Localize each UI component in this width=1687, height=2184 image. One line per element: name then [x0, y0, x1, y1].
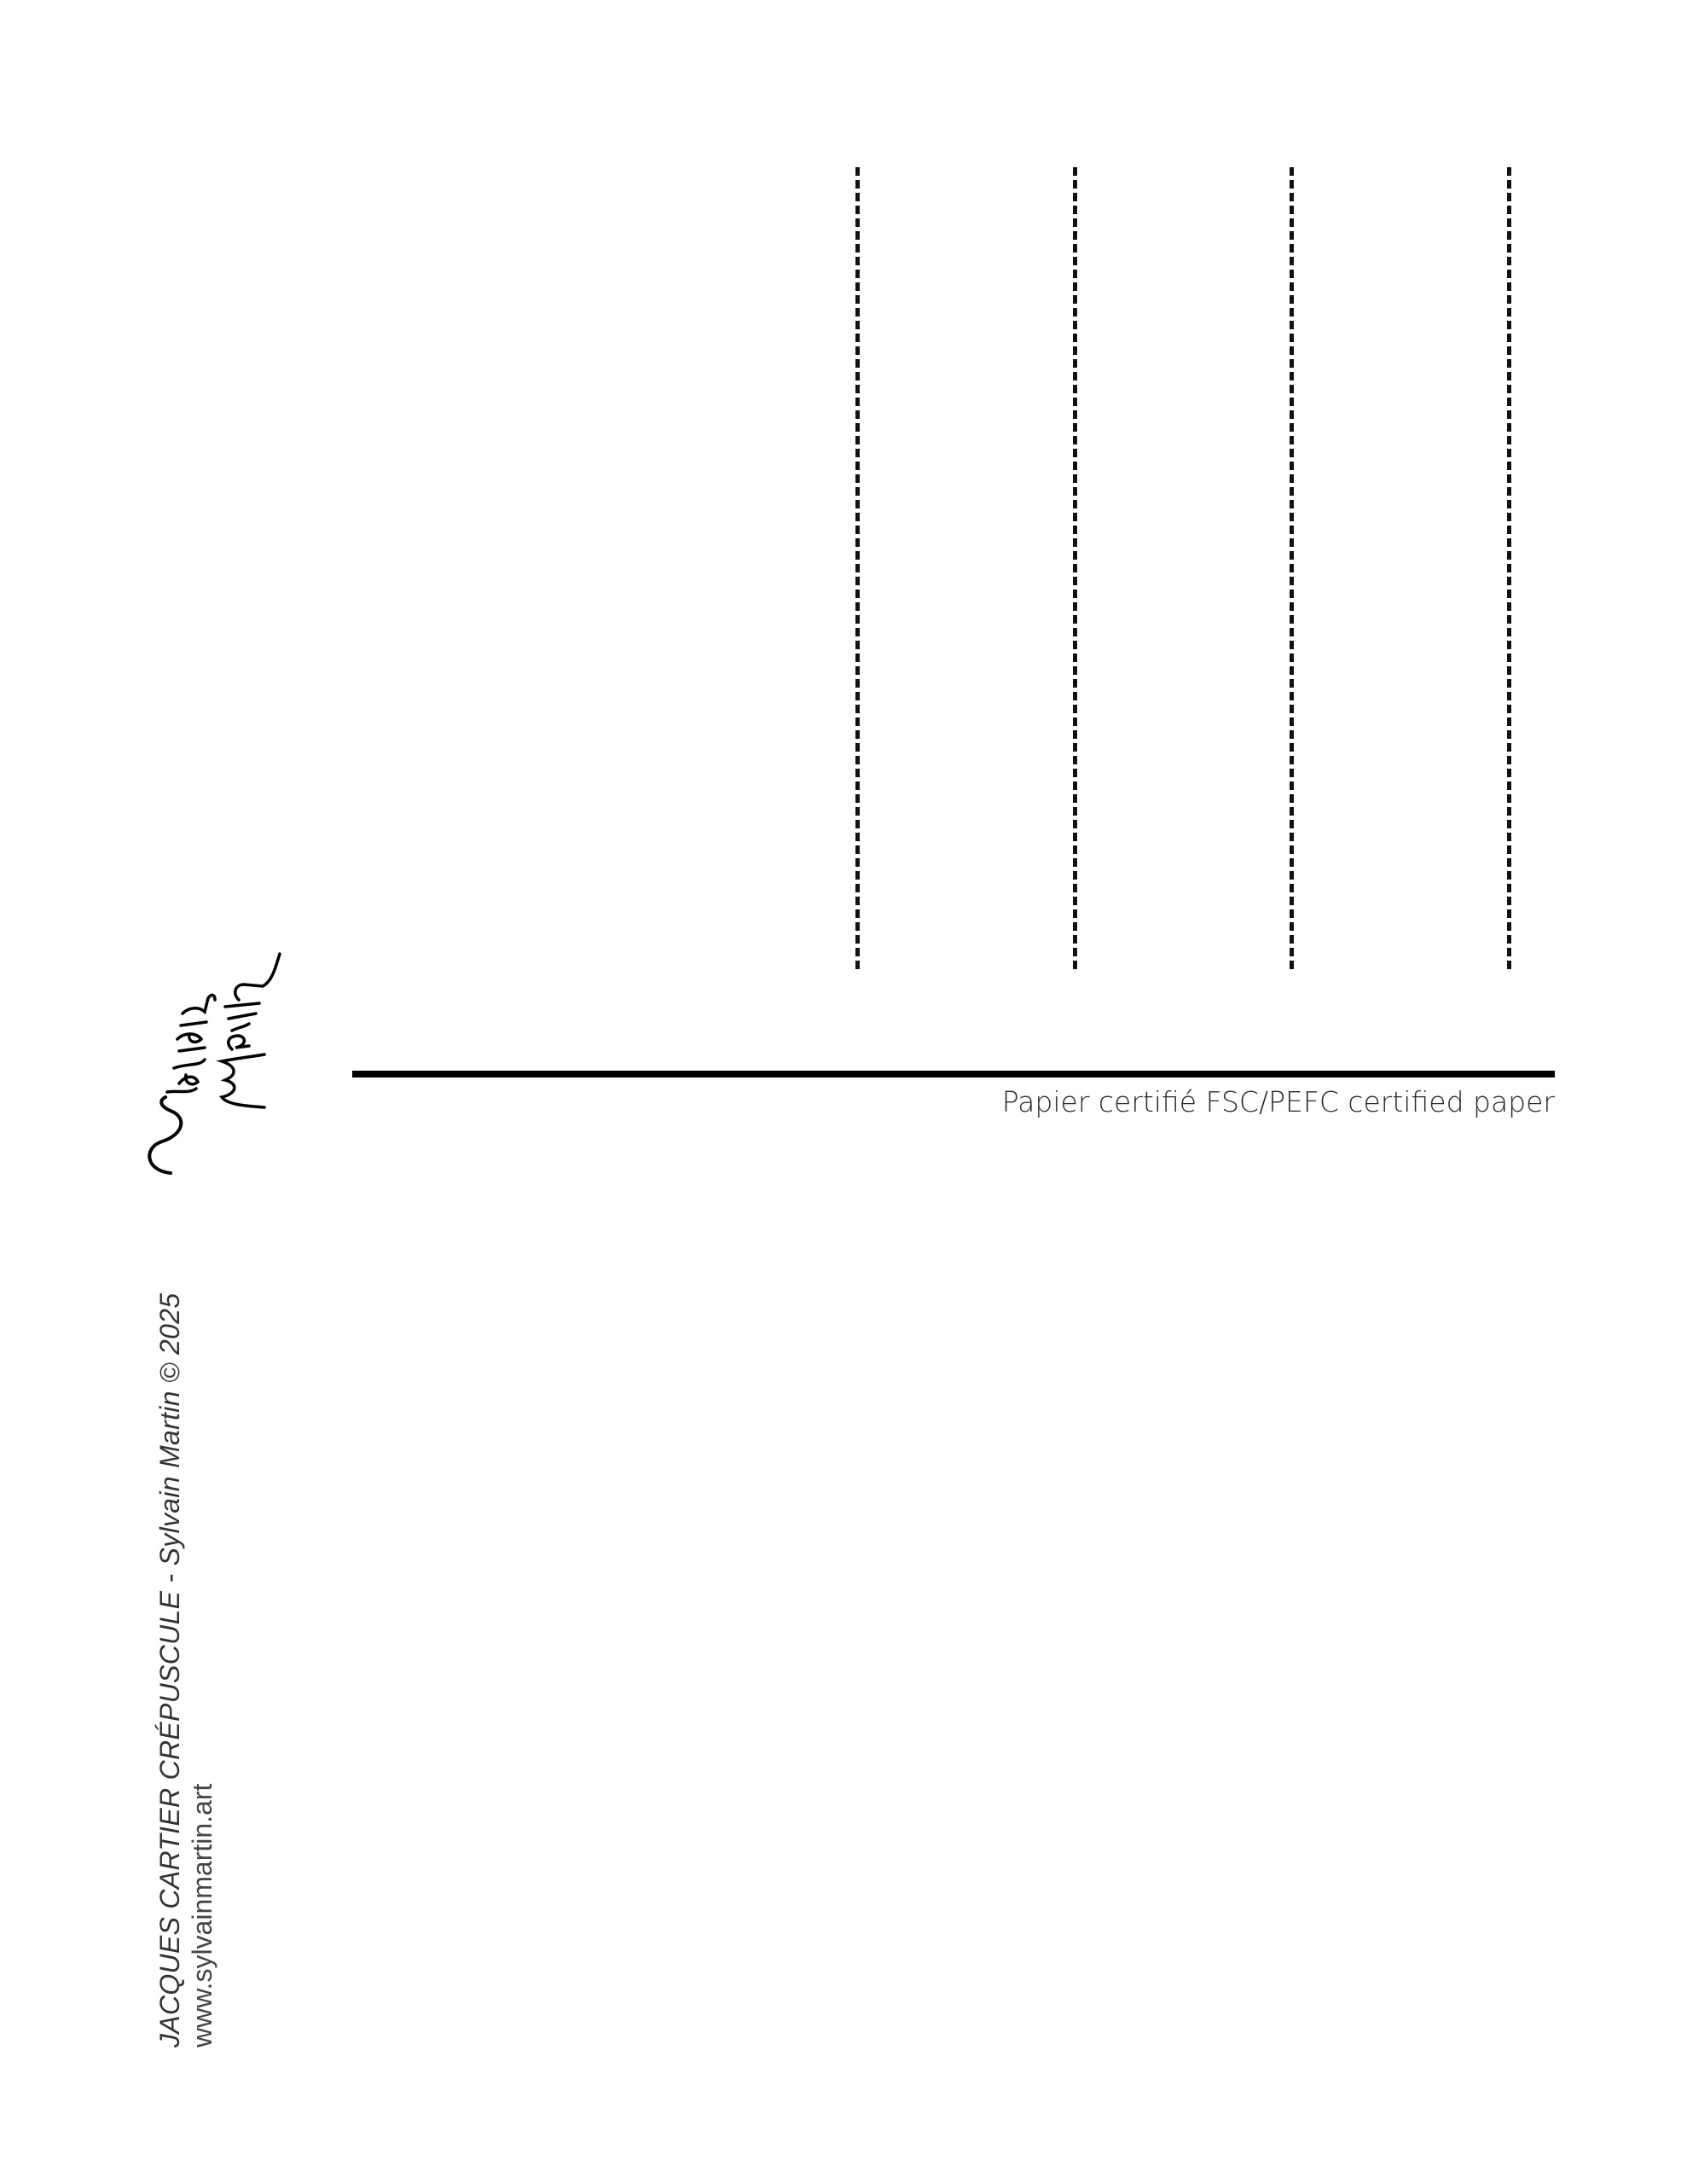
address-line-2 — [1073, 167, 1077, 969]
signature-logo — [136, 947, 307, 1186]
divider-line — [352, 1071, 1555, 1077]
address-line-1 — [855, 167, 860, 969]
paper-certification-note: Papier certifié FSC/PEFC certified paper — [1001, 1085, 1555, 1118]
address-line-3 — [1290, 167, 1294, 969]
credits-title: JACQUES CARTIER CRÉPUSCULE - Sylvain Martin © 2025 — [154, 1292, 185, 2048]
credits-block — [154, 1293, 218, 2048]
credits-website: www.sylvainmartin.art — [187, 1783, 217, 2048]
address-line-4 — [1507, 167, 1511, 969]
